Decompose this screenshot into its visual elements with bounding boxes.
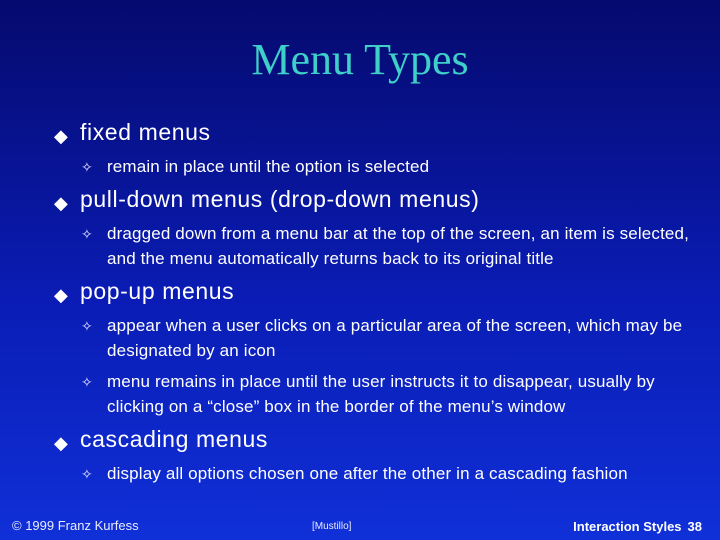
four-point-star-bullet-icon: ✧ [81,226,93,242]
sub-bullet-item [54,369,714,419]
bullet-label: pull-down menus (drop-down menus) [80,186,480,212]
sub-bullet-text: remain in place until the option is selected [107,157,430,176]
sub-bullet-text: dragged down from a menu bar at the top of the screen, an item is selected, and the menu automatically returns back to its original title [107,224,690,268]
diamond-bullet-icon: ◆ [54,126,69,146]
slide-title: Menu Types [251,35,469,84]
sub-bullet-item [54,461,714,486]
four-point-star-bullet-icon: ✧ [81,159,93,175]
footer-source: [Mustillo] [312,521,352,532]
sub-bullet-item [54,313,714,363]
diamond-bullet-icon: ◆ [54,433,69,453]
bullet-label: cascading menus [80,426,268,452]
footer-page-number: 38 [687,519,702,534]
four-point-star-bullet-icon: ✧ [81,466,93,482]
four-point-star-bullet-icon: ✧ [81,318,93,334]
bullet-list [54,118,714,492]
footer-course: Interaction Styles [573,519,682,534]
bullet-item-fixed-menus [54,118,714,146]
bullet-item-pop-up-menus [54,277,714,305]
bullet-item-cascading-menus [54,425,714,453]
diamond-bullet-icon: ◆ [54,193,69,213]
sub-bullet-text: appear when a user clicks on a particular area of the screen, which may be designated by an icon [107,316,683,360]
four-point-star-bullet-icon: ✧ [81,374,93,390]
sub-bullet-text: display all options chosen one after the other in a cascading fashion [107,464,628,483]
bullet-label: fixed menus [80,119,211,145]
bullet-item-pull-down-menus [54,185,714,213]
sub-bullet-item [54,154,714,179]
bullet-label: pop-up menus [80,278,235,304]
footer-course-page [573,519,702,534]
sub-bullet-text: menu remains in place until the user instructs it to disappear, usually by clicking on a “close” box in the border of the menu’s window [107,372,655,416]
sub-bullet-item [54,221,714,271]
diamond-bullet-icon: ◆ [54,285,69,305]
footer-copyright: © 1999 Franz Kurfess [12,518,139,533]
